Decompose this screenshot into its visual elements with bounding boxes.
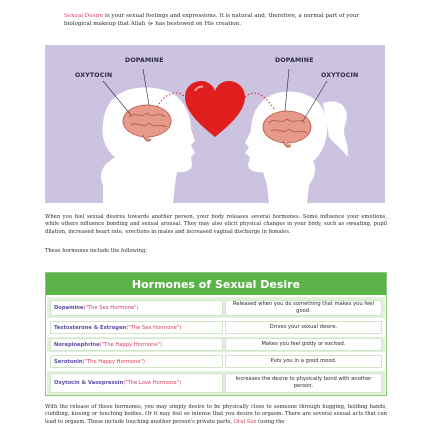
heart-icon (185, 81, 245, 137)
table-row (50, 373, 382, 393)
hormone-desc: Increases the desire to physically bond with another person. (225, 373, 382, 393)
hormone-desc: Puts you in a good mood. (225, 355, 382, 368)
intro-paragraph (64, 12, 366, 28)
hormones-table (45, 272, 387, 396)
hormone-alias: ("The Happy Hormone") (99, 341, 162, 348)
hormone-name: Oxytocin & Vasopressin (54, 380, 124, 386)
table-title: Hormones of Sexual Desire (131, 277, 301, 291)
illustration (45, 45, 385, 203)
table-row (50, 338, 382, 351)
hormone-alias: ("The Sex Hormone") (126, 324, 182, 331)
hormone-name: Norepinephrine (54, 341, 100, 348)
intro-text: is your sexual feelings and expressions. It is natural and, therefore, a normal part of your biological makeup that Allah ﷻ has bestowed on His creation. (64, 13, 360, 27)
left-dopamine-label: DOPAMINE (125, 57, 164, 64)
hormone-desc: Released when you do something that makes you feel good. (225, 300, 382, 316)
table-header (46, 273, 386, 295)
right-oxytocin-label: OXYTOCIN (321, 72, 359, 79)
hormone-name-cell (50, 355, 223, 368)
hormone-desc: Makes you feel giddy or excited. (225, 338, 382, 351)
hormone-name: Testosterone & Estrogen (54, 324, 127, 331)
closing-text: With the release of these hormones, you may simply desire to be physically close to someone through hugging, holding hands, cuddling, kissing or touching bodies. Or it may feel so intense that you desire to orgasm. There are several sexual acts that can lead to orgasm. These include touching another person's private parts, (45, 404, 387, 425)
hormone-name-cell (50, 338, 223, 351)
hormone-alias: ("The Sex Hormone") (83, 305, 139, 311)
hormone-alias: ("The Love Hormone") (123, 380, 182, 386)
table-row (50, 300, 382, 316)
hormone-name: Dopamine (54, 305, 84, 311)
female-silhouette (245, 92, 327, 203)
hormone-desc: Drives your sexual desire. (225, 321, 382, 334)
table-row (50, 355, 382, 368)
right-dopamine-label: DOPAMINE (275, 57, 314, 64)
hormones-release-paragraph: When you feel sexual desires towards another person, your body releases several hormones. Some influence your emotions, while others influence bonding and sexual arousal. They may also elicit physical changes in your body, such as sweating, pupil dilation, increased heart rate, erections in males and increased vaginal discharge in females. (45, 214, 387, 235)
intro-highlight: Sexual Desire (64, 13, 104, 19)
illustration-graphic (45, 45, 385, 203)
closing-tail: (using the (256, 418, 285, 425)
hormone-name-cell (50, 373, 223, 393)
closing-highlight: Oral Sex (233, 418, 257, 425)
hormone-alias: ("The Happy Hormone") (82, 358, 145, 365)
hormones-list-intro: These hormones include the following: (45, 248, 148, 254)
left-oxytocin-label: OXYTOCIN (75, 72, 113, 79)
closing-paragraph (45, 404, 387, 426)
hormone-name-cell (50, 300, 223, 316)
hormone-name: Serotonin (54, 358, 83, 365)
hormone-name-cell (50, 321, 223, 334)
table-row (50, 321, 382, 334)
